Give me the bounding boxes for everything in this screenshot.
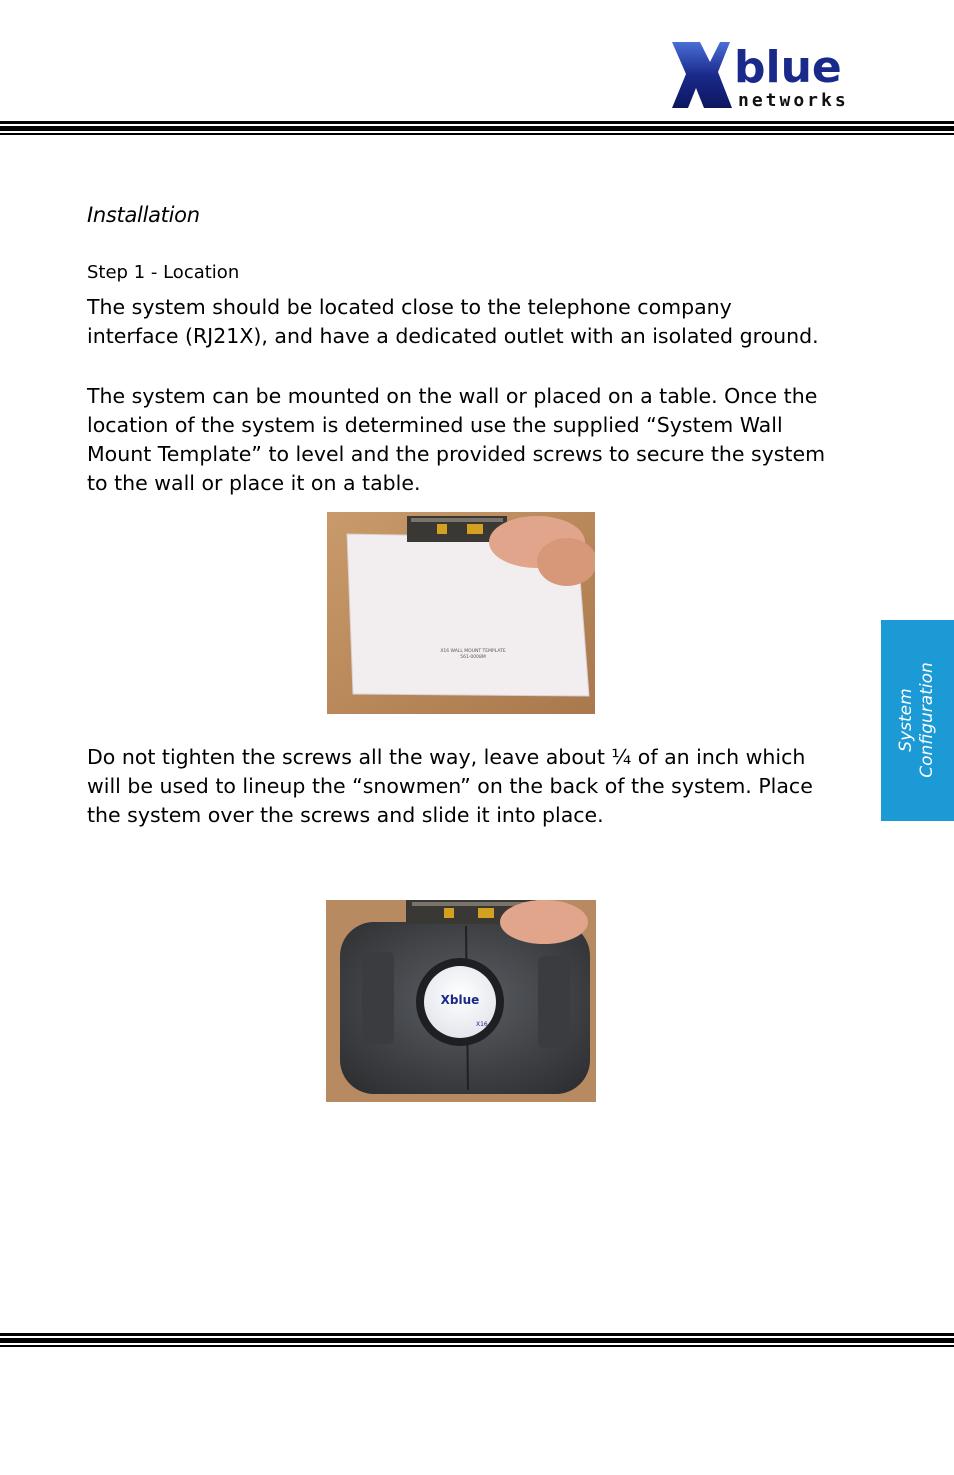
wall-template-photo — [327, 512, 595, 714]
side-tab-label — [896, 662, 938, 778]
side-tab-line-1: System — [896, 688, 916, 752]
template-caption-1: X16 WALL MOUNT TEMPLATE — [440, 649, 506, 654]
section-title: Installation — [87, 203, 200, 227]
template-caption-2: 561-0008M — [460, 655, 486, 660]
mounted-device-photo — [326, 900, 596, 1102]
device-model: X16 — [476, 1021, 488, 1028]
svg-text:networks: networks — [738, 90, 849, 111]
footer-divider — [0, 1333, 954, 1349]
paragraph-location: The system should be located close to the telephone company interface (RJ21X), and have a dedicated outlet with an isolated ground. — [87, 295, 819, 348]
paragraph-screws: Do not tighten the screws all the way, leave about ¼ of an inch which will be used to lineup the “snowmen” on the back of the system. Place the system over the screws and slide it into place. — [87, 745, 813, 827]
paragraph-mounting: The system can be mounted on the wall or placed on a table. Once the location of the system is determined use the supplied “System Wall Mount Template” to level and the provided screws to secure the system to the wall or place it on a table. — [87, 384, 826, 495]
step-heading: Step 1 - Location — [87, 262, 240, 283]
header-divider — [0, 121, 954, 137]
device-logo: Xblue — [440, 993, 480, 1007]
side-tab-line-2: Configuration — [917, 662, 937, 778]
xblue-networks-logo — [668, 38, 873, 112]
logo-wordmark: blue — [734, 42, 842, 93]
